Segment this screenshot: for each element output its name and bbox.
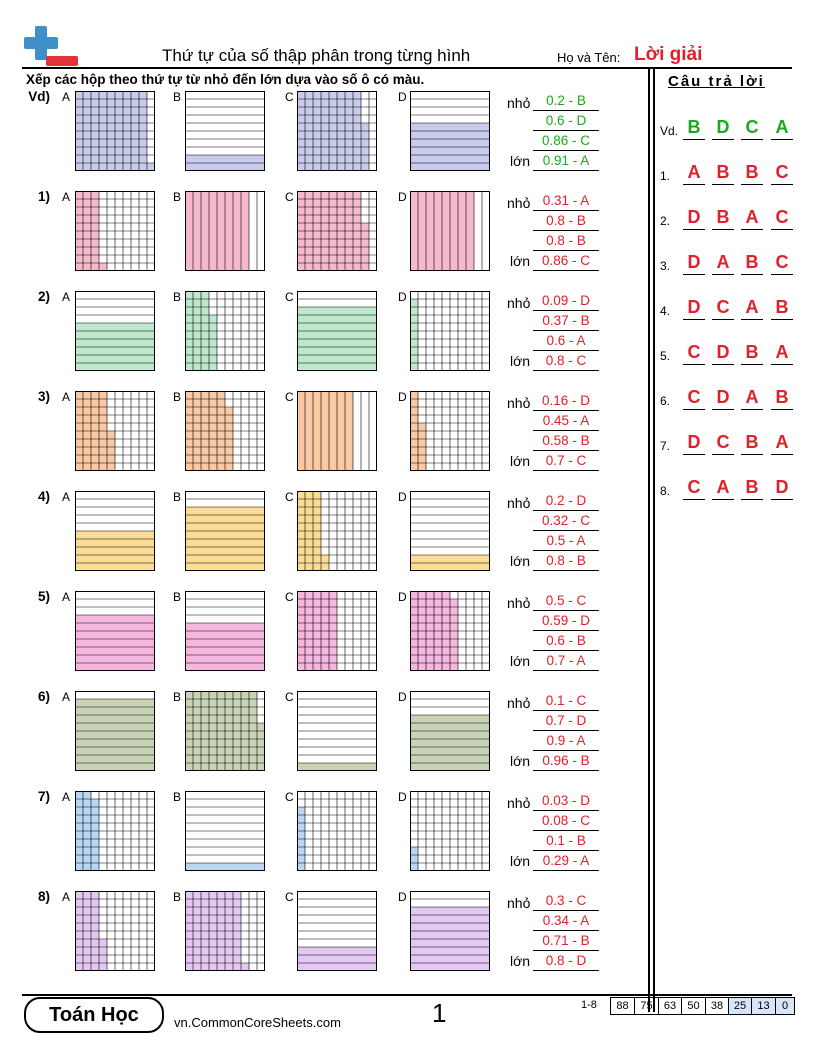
decimal-grid-box (410, 591, 490, 671)
answer-line: 0.1 - C (533, 692, 599, 711)
answer-line: 0.5 - C (533, 592, 599, 611)
largest-label: lớn (510, 553, 531, 569)
box-label-a: A (62, 590, 71, 604)
answer-line: 0.6 - A (533, 332, 599, 351)
answer-line: 0.2 - D (533, 492, 599, 511)
largest-label: lớn (510, 853, 531, 869)
footer-rule (22, 994, 792, 996)
largest-label: lớn (510, 753, 531, 769)
score-cell: 25 (728, 997, 752, 1015)
page-number: 1 (432, 998, 447, 1028)
largest-label: lớn (510, 453, 531, 469)
decimal-grid-box (75, 391, 155, 471)
answer-key-letter: B (771, 295, 793, 320)
box-label-c: C (285, 790, 294, 804)
box-label-c: C (285, 490, 294, 504)
answer-key-label: 3. (660, 259, 671, 273)
answer-key-letter: B (741, 250, 763, 275)
answer-key-letter: B (771, 385, 793, 410)
answer-line: 0.7 - C (533, 452, 599, 471)
largest-label: lớn (510, 653, 531, 669)
answer-key-label: 2. (660, 214, 671, 228)
problem-label: 4) (37, 489, 50, 504)
answer-line: 0.96 - B (533, 752, 599, 771)
decimal-grid-box (297, 291, 377, 371)
decimal-grid-box (185, 891, 265, 971)
answer-line: 0.86 - C (533, 132, 599, 151)
answer-key-letter: A (741, 385, 763, 410)
smallest-label: nhỏ (507, 595, 531, 611)
score-cell: 0 (775, 997, 795, 1015)
box-label-b: B (173, 490, 182, 504)
box-label-b: B (173, 790, 182, 804)
answer-key-letter: A (771, 115, 793, 140)
decimal-grid-box (410, 891, 490, 971)
smallest-label: nhỏ (507, 695, 531, 711)
largest-label: lớn (510, 253, 531, 269)
decimal-grid-box (185, 91, 265, 171)
box-label-a: A (62, 890, 71, 904)
largest-label: lớn (510, 353, 531, 369)
answer-line: 0.37 - B (533, 312, 599, 331)
decimal-grid-box (75, 191, 155, 271)
logo-minus-icon (46, 56, 78, 66)
answer-line: 0.91 - A (533, 152, 599, 171)
answer-line: 0.9 - A (533, 732, 599, 751)
decimal-grid-box (75, 491, 155, 571)
name-label: Họ và Tên: (557, 50, 621, 65)
answer-key-label: 6. (660, 394, 671, 408)
decimal-grid-box (185, 391, 265, 471)
answer-key-letter: B (741, 340, 763, 365)
decimal-grid-box (185, 191, 265, 271)
score-cell: 50 (681, 997, 706, 1015)
answer-key-label: 7. (660, 439, 671, 453)
answer-line: 0.08 - C (533, 812, 599, 831)
answer-line: 0.58 - B (533, 432, 599, 451)
answer-line: 0.34 - A (533, 912, 599, 931)
answer-key-label: 1. (660, 169, 671, 183)
answer-line: 0.16 - D (533, 392, 599, 411)
box-label-c: C (285, 190, 294, 204)
logo-plus-icon-bar (24, 37, 58, 49)
decimal-grid-box (185, 791, 265, 871)
decimal-grid-box (75, 291, 155, 371)
smallest-label: nhỏ (507, 495, 531, 511)
decimal-grid-box (185, 291, 265, 371)
smallest-label: nhỏ (507, 95, 531, 111)
answer-key-label: 8. (660, 484, 671, 498)
decimal-grid-box (410, 191, 490, 271)
box-label-c: C (285, 890, 294, 904)
answer-key-letter: C (771, 205, 793, 230)
answer-line: 0.8 - B (533, 232, 599, 251)
decimal-grid-box (297, 191, 377, 271)
box-label-d: D (398, 890, 407, 904)
answer-key-letter: C (683, 340, 705, 365)
answer-line: 0.1 - B (533, 832, 599, 851)
smallest-label: nhỏ (507, 395, 531, 411)
box-label-a: A (62, 490, 71, 504)
decimal-grid-box (297, 491, 377, 571)
decimal-grid-box (297, 391, 377, 471)
box-label-d: D (398, 490, 407, 504)
answer-line: 0.8 - C (533, 352, 599, 371)
decimal-grid-box (75, 591, 155, 671)
decimal-grid-box (410, 491, 490, 571)
score-cell: 63 (658, 997, 682, 1015)
box-label-b: B (173, 290, 182, 304)
answer-key-letter: A (771, 430, 793, 455)
box-label-b: B (173, 190, 182, 204)
answer-key-letter: D (771, 475, 793, 500)
answer-line: 0.09 - D (533, 292, 599, 311)
answer-key-letter: B (741, 475, 763, 500)
site-url[interactable]: vn.CommonCoreSheets.com (174, 1015, 341, 1030)
decimal-grid-box (410, 691, 490, 771)
box-label-d: D (398, 290, 407, 304)
answer-line: 0.7 - D (533, 712, 599, 731)
box-label-a: A (62, 290, 71, 304)
problem-label: 3) (37, 389, 50, 404)
score-range-label: 1-8 (581, 999, 597, 1011)
instructions: Xếp các hộp theo thứ tự từ nhỏ đến lớn dựa vào số ô có màu. (26, 72, 425, 87)
box-label-d: D (398, 590, 407, 604)
answer-line: 0.59 - D (533, 612, 599, 631)
smallest-label: nhỏ (507, 795, 531, 811)
answer-key-letter: C (683, 385, 705, 410)
box-label-a: A (62, 390, 71, 404)
answer-key-letter: D (683, 205, 705, 230)
answer-key-letter: C (712, 295, 734, 320)
answer-key-letter: C (712, 430, 734, 455)
answer-line: 0.71 - B (533, 932, 599, 951)
smallest-label: nhỏ (507, 295, 531, 311)
answer-key-letter: A (771, 340, 793, 365)
box-label-b: B (173, 390, 182, 404)
answer-key-label: 5. (660, 349, 671, 363)
column-divider (648, 67, 650, 1012)
answer-line: 0.2 - B (533, 92, 599, 111)
decimal-grid-box (410, 91, 490, 171)
decimal-grid-box (75, 791, 155, 871)
box-label-d: D (398, 90, 407, 104)
answer-key-letter: C (771, 160, 793, 185)
answer-line: 0.7 - A (533, 652, 599, 671)
answer-key-letter: D (683, 250, 705, 275)
decimal-grid-box (185, 691, 265, 771)
decimal-grid-box (297, 691, 377, 771)
box-label-b: B (173, 690, 182, 704)
header-rule (22, 67, 792, 69)
answer-key-title: Câu trả lời (668, 73, 765, 90)
answer-key-letter: A (741, 205, 763, 230)
decimal-grid-box (297, 891, 377, 971)
problem-label: 2) (37, 289, 50, 304)
box-label-c: C (285, 290, 294, 304)
problem-label: 1) (37, 189, 50, 204)
answer-line: 0.32 - C (533, 512, 599, 531)
largest-label: lớn (510, 953, 531, 969)
answer-key-letter: D (683, 295, 705, 320)
answer-key-letter: C (771, 250, 793, 275)
box-label-a: A (62, 690, 71, 704)
decimal-grid-box (297, 91, 377, 171)
answer-line: 0.03 - D (533, 792, 599, 811)
problem-label: 5) (37, 589, 50, 604)
smallest-label: nhỏ (507, 195, 531, 211)
name-value: Lời giải (634, 44, 703, 65)
answer-key-letter: D (712, 385, 734, 410)
answer-line: 0.6 - B (533, 632, 599, 651)
decimal-grid-box (75, 91, 155, 171)
answer-key-letter: B (683, 115, 705, 140)
answer-line: 0.8 - D (533, 952, 599, 971)
decimal-grid-box (185, 591, 265, 671)
answer-line: 0.8 - B (533, 212, 599, 231)
decimal-grid-box (185, 491, 265, 571)
box-label-d: D (398, 690, 407, 704)
problem-label: 8) (37, 889, 50, 904)
answer-key-letter: A (712, 475, 734, 500)
box-label-a: A (62, 90, 71, 104)
decimal-grid-box (297, 591, 377, 671)
box-label-b: B (173, 590, 182, 604)
answer-key-letter: D (712, 115, 734, 140)
answer-line: 0.45 - A (533, 412, 599, 431)
decimal-grid-box (75, 891, 155, 971)
box-label-a: A (62, 790, 71, 804)
decimal-grid-box (410, 391, 490, 471)
largest-label: lớn (510, 153, 531, 169)
answer-line: 0.31 - A (533, 192, 599, 211)
answer-line: 0.3 - C (533, 892, 599, 911)
answer-line: 0.29 - A (533, 852, 599, 871)
box-label-d: D (398, 190, 407, 204)
answer-line: 0.8 - B (533, 552, 599, 571)
answer-line: 0.86 - C (533, 252, 599, 271)
decimal-grid-box (410, 291, 490, 371)
box-label-b: B (173, 890, 182, 904)
column-divider-2 (653, 67, 655, 1012)
problem-label: 6) (37, 689, 50, 704)
decimal-grid-box (75, 691, 155, 771)
smallest-label: nhỏ (507, 895, 531, 911)
box-label-a: A (62, 190, 71, 204)
answer-key-letter: B (712, 160, 734, 185)
answer-line: 0.6 - D (533, 112, 599, 131)
page-title: Thứ tự của số thập phân trong từng hình (162, 46, 471, 65)
box-label-d: D (398, 390, 407, 404)
answer-key-letter: D (683, 430, 705, 455)
answer-key-label: 4. (660, 304, 671, 318)
box-label-b: B (173, 90, 182, 104)
answer-key-letter: A (683, 160, 705, 185)
box-label-c: C (285, 90, 294, 104)
answer-key-label: Vd. (660, 124, 679, 138)
answer-key-letter: C (683, 475, 705, 500)
answer-line: 0.5 - A (533, 532, 599, 551)
answer-key-letter: B (712, 205, 734, 230)
problem-label: 7) (37, 789, 50, 804)
answer-key-letter: A (741, 295, 763, 320)
answer-key-letter: A (712, 250, 734, 275)
answer-key-letter: B (741, 160, 763, 185)
box-label-c: C (285, 590, 294, 604)
decimal-grid-box (297, 791, 377, 871)
score-cell: 88 (610, 997, 635, 1015)
answer-key-letter: B (741, 430, 763, 455)
box-label-d: D (398, 790, 407, 804)
brand-badge: Toán Học (24, 997, 164, 1033)
decimal-grid-box (410, 791, 490, 871)
score-cell: 38 (705, 997, 729, 1015)
box-label-c: C (285, 690, 294, 704)
score-cell: 13 (751, 997, 776, 1015)
score-cell: 75 (634, 997, 659, 1015)
problem-label: Vd) (28, 89, 50, 104)
answer-key-letter: D (712, 340, 734, 365)
answer-key-letter: C (741, 115, 763, 140)
box-label-c: C (285, 390, 294, 404)
